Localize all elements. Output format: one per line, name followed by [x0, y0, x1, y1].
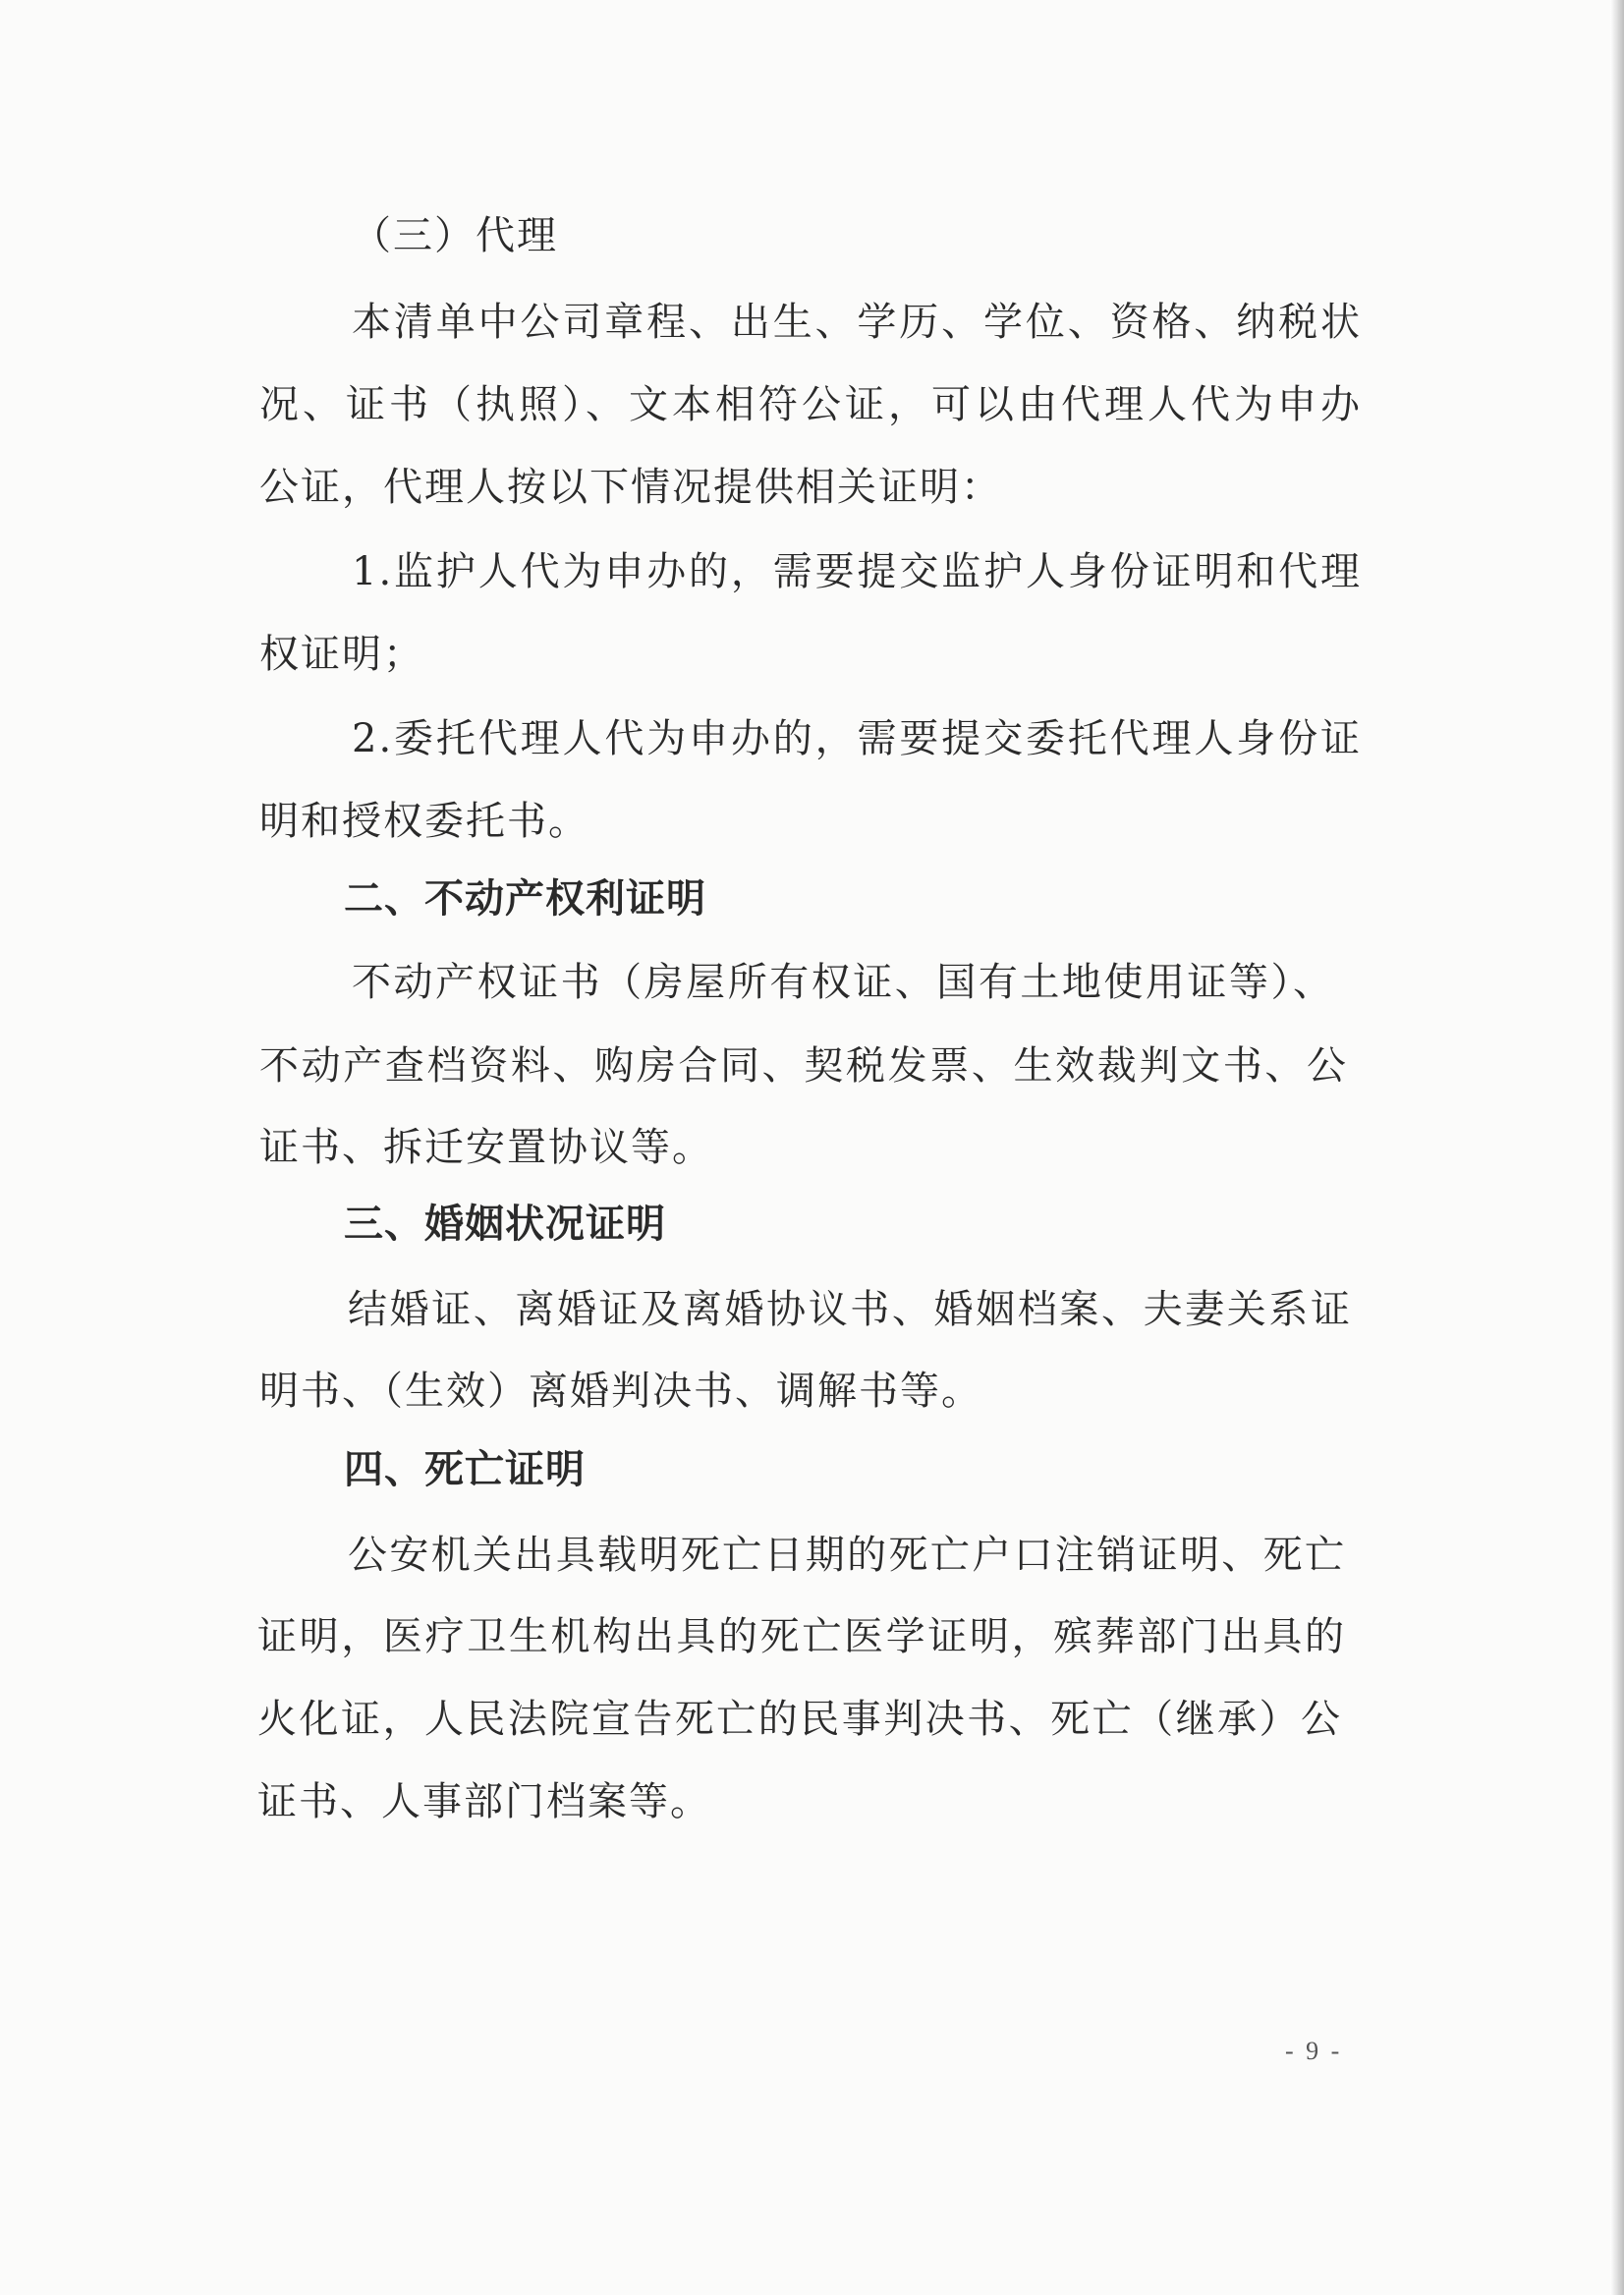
property-paragraph-line-2: 不动产查档资料、购房合同、契税发票、生效裁判文书、公	[259, 1043, 1348, 1089]
death-paragraph-line-4: 证书、人事部门档案等。	[257, 1779, 711, 1824]
marriage-paragraph-line-2: 明书、（生效）离婚判决书、调解书等。	[259, 1369, 982, 1414]
heading-marital-status: 三、婚姻状况证明	[344, 1202, 666, 1247]
marriage-paragraph-line-1: 结婚证、离婚证及离婚协议书、婚姻档案、夫妻关系证	[348, 1287, 1352, 1332]
death-paragraph-line-2: 证明，医疗卫生机构出具的死亡医学证明，殡葬部门出具的	[257, 1614, 1346, 1659]
page-number: - 9 -	[1285, 2037, 1343, 2065]
agency-paragraph-line-3: 公证，代理人按以下情况提供相关证明：	[259, 465, 1002, 510]
property-paragraph-line-3: 证书、拆迁安置协议等。	[259, 1125, 713, 1170]
item-1-line-1: 1.监护人代为申办的，需要提交监护人身份证明和代理	[352, 549, 1362, 594]
death-paragraph-line-3: 火化证，人民法院宣告死亡的民事判决书、死亡（继承）公	[257, 1697, 1342, 1742]
item-2-line-1: 2.委托代理人代为申办的，需要提交委托代理人身份证	[352, 716, 1362, 761]
heading-real-estate: 二、不动产权利证明	[344, 876, 706, 922]
item-2-line-2: 明和授权委托书。	[259, 799, 589, 844]
section-heading-agency: （三）代理	[352, 213, 558, 258]
agency-paragraph-line-2: 况、证书（执照）、文本相符公证，可以由代理人代为申办	[259, 382, 1362, 427]
item-1-line-2: 权证明；	[259, 632, 424, 677]
property-paragraph-line-1: 不动产权证书（房屋所有权证、国有土地使用证等）、	[352, 960, 1334, 1005]
death-paragraph-line-1: 公安机关出具载明死亡日期的死亡户口注销证明、死亡	[348, 1533, 1346, 1578]
agency-paragraph-line-1: 本清单中公司章程、出生、学历、学位、资格、纳税状	[352, 300, 1362, 345]
scan-edge-shadow	[1610, 0, 1624, 2295]
heading-death-certificate: 四、死亡证明	[344, 1447, 586, 1492]
